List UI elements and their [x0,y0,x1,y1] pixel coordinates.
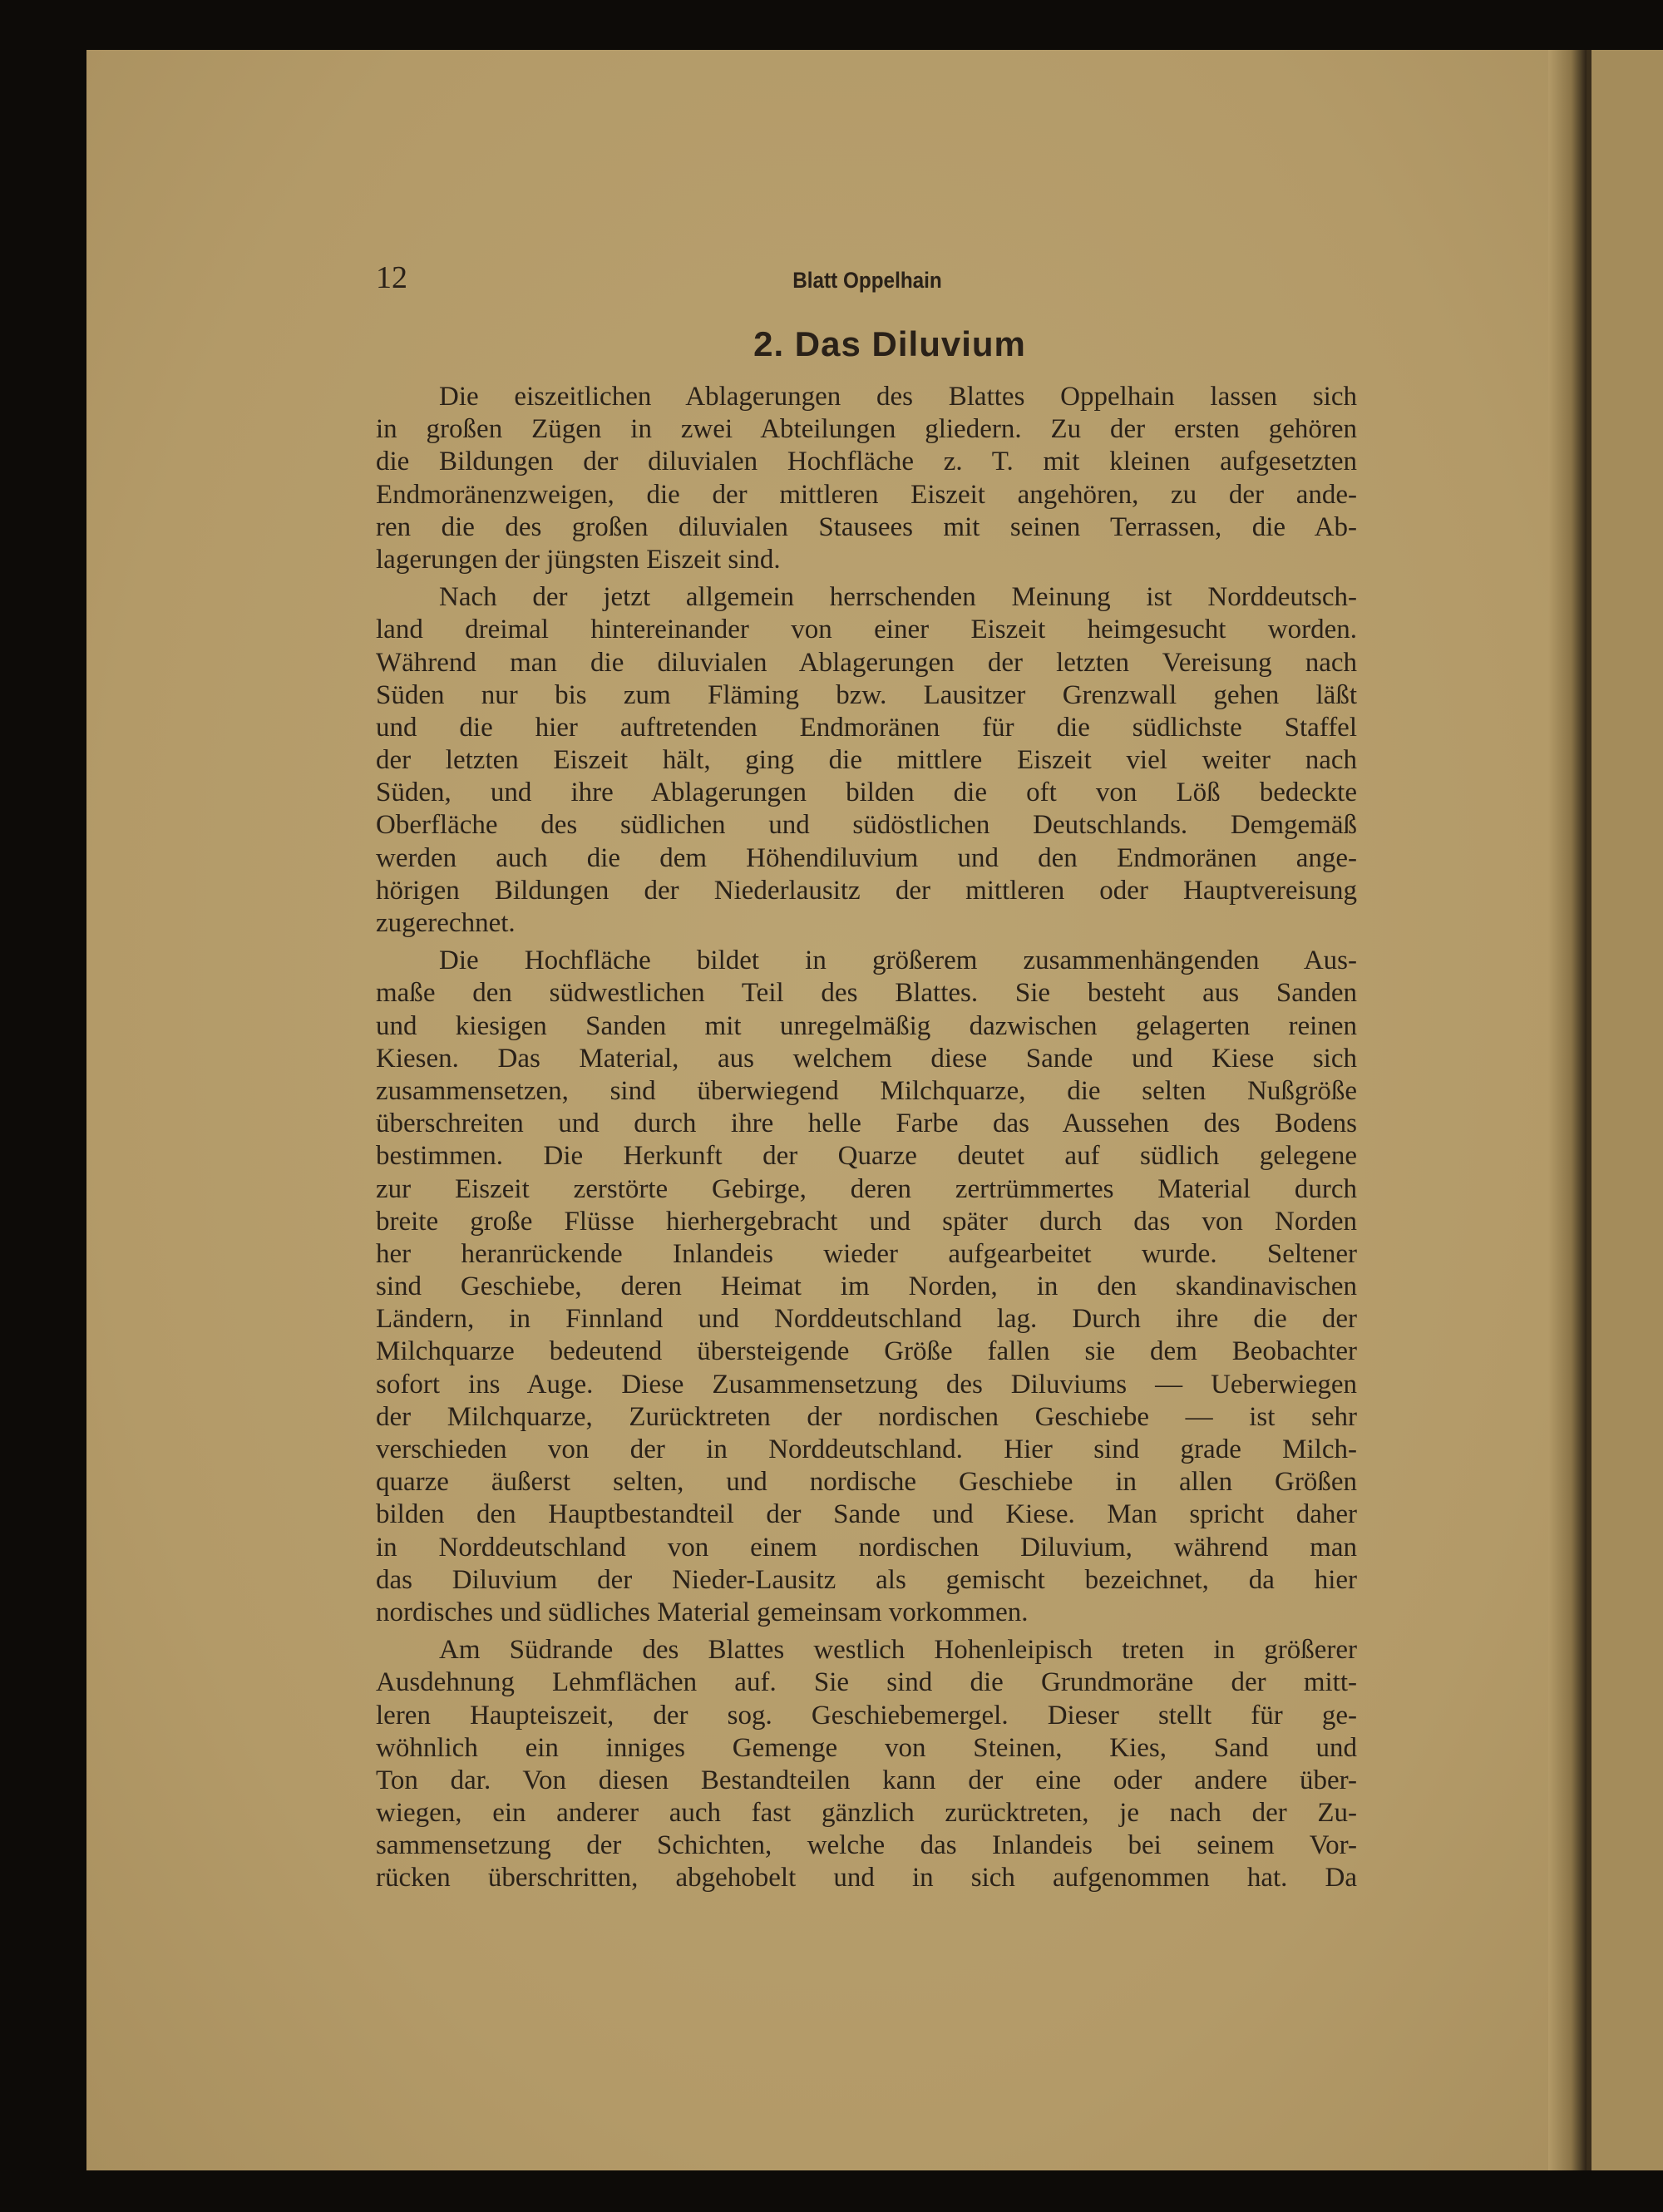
text-line: sofort ins Auge. Diese Zusammensetzung des Diluviums — Ueberwiegen [376,1369,1357,1400]
text-line: Die eiszeitlichen Ablagerungen des Blattes Oppelhain lassen sich [439,382,1357,412]
text-line: überschreiten und durch ihre helle Farbe das Aussehen des Bodens [376,1108,1357,1139]
text-line: hörigen Bildungen der Niederlausitz der mittleren oder Hauptvereisung [376,875,1357,906]
text-line: Oberfläche des südlichen und südöstlichen Deutschlands. Demgemäß [376,810,1357,841]
text-line: und die hier auftretenden Endmoränen für die südlichste Staffel [376,712,1357,743]
text-line: in Norddeutschland von einem nordischen Diluvium, während man [376,1532,1357,1563]
section-title: 2. Das Diluvium [753,324,1026,363]
text-line: Endmoränenzweigen, die der mittleren Eiszeit angehören, zu der ande- [376,479,1357,510]
text-line: die Bildungen der diluvialen Hochfläche z. T. mit kleinen aufgesetzten [376,447,1357,477]
paragraph [376,381,1357,576]
text-line: sind Geschiebe, deren Heimat im Norden, in den skandinavischen [376,1271,1357,1302]
text-line: zugerechnet. [376,908,516,938]
text-line: her heranrückende Inlandeis wieder aufgearbeitet wurde. Seltener [376,1238,1357,1269]
text-line: leren Haupteiszeit, der sog. Geschiebemergel. Dieser stellt für ge- [376,1700,1357,1731]
text-line: werden auch die dem Höhendiluvium und den Endmoränen ange- [376,842,1357,873]
text-line: der Milchquarze, Zurücktreten der nordischen Geschiebe — ist sehr [376,1401,1357,1432]
text-line: verschieden von der in Norddeutschland. Hier sind grade Milch- [376,1434,1357,1464]
text-line: quarze äußerst selten, und nordische Geschiebe in allen Größen [376,1467,1357,1498]
text-line: wöhnlich ein inniges Gemenge von Steinen, Kies, Sand und [376,1732,1357,1763]
text-line: Am Südrande des Blattes westlich Hohenleipisch treten in größerer [439,1635,1357,1666]
text-line: nordisches und südliches Material gemeinsam vorkommen. [376,1597,1029,1627]
text-line: wiegen, ein anderer auch fast gänzlich zurücktreten, je nach der Zu- [376,1798,1357,1829]
text-line: Milchquarze bedeutend übersteigende Größe fallen sie dem Beobachter [376,1336,1357,1367]
text-line: Kiesen. Das Material, aus welchem diese Sande und Kiese sich [376,1043,1357,1074]
text-line: der letzten Eiszeit hält, ging die mittlere Eiszeit viel weiter nach [376,745,1357,776]
text-line: zur Eiszeit zerstörte Gebirge, deren zertrümmertes Material durch [376,1173,1357,1204]
text-line: das Diluvium der Nieder-Lausitz als gemischt bezeichnet, da hier [376,1564,1357,1595]
page-gutter [1548,50,1587,2170]
text-line: sammensetzung der Schichten, welche das Inlandeis bei seinem Vor- [376,1830,1357,1861]
text-line: rücken überschritten, abgehobelt und in sich aufgenommen hat. Da [376,1863,1357,1894]
facing-page-edge [1587,50,1663,2170]
paragraph [376,1634,1357,1895]
text-line: Ländern, in Finnland und Norddeutschland lag. Durch ihre die der [376,1304,1357,1335]
text-line: maße den südwestlichen Teil des Blattes. Sie besteht aus Sanden [376,978,1357,1009]
text-line: bilden den Hauptbestandteil der Sande und Kiese. Man spricht daher [376,1499,1357,1530]
running-header: Blatt Oppelhain [792,268,942,293]
text-line: Nach der jetzt allgemein herrschenden Meinung ist Norddeutsch- [439,582,1357,613]
text-line: Ausdehnung Lehmflächen auf. Sie sind die Grundmoräne der mitt- [376,1667,1357,1698]
text-line: Süden, und ihre Ablagerungen bilden die oft von Löß bedeckte [376,778,1357,808]
paragraph [376,945,1357,1629]
text-line: Süden nur bis zum Fläming bzw. Lausitzer Grenzwall gehen läßt [376,679,1357,710]
text-line: zusammensetzen, sind überwiegend Milchquarze, die selten Nußgröße [376,1075,1357,1106]
text-line: und kiesigen Sanden mit unregelmäßig dazwischen gelagerten reinen [376,1010,1357,1041]
text-line: Während man die diluvialen Ablagerungen der letzten Vereisung nach [376,647,1357,678]
text-line: in großen Zügen in zwei Abteilungen gliedern. Zu der ersten gehören [376,414,1357,445]
text-line: Ton dar. Von diesen Bestandteilen kann der eine oder andere über- [376,1765,1357,1795]
text-line: ren die des großen diluvialen Stausees mit seinen Terrassen, die Ab- [376,511,1357,542]
text-line: breite große Flüsse hierhergebracht und später durch das von Norden [376,1206,1357,1237]
text-line: Die Hochfläche bildet in größerem zusammenhängenden Aus- [439,946,1357,976]
text-line: lagerungen der jüngsten Eiszeit sind. [376,544,781,575]
text-line: land dreimal hintereinander von einer Eiszeit heimgesucht worden. [376,615,1357,645]
body-text [376,381,1357,1900]
text-line: bestimmen. Die Herkunft der Quarze deutet auf südlich gelegene [376,1141,1357,1172]
page-number: 12 [376,260,407,295]
paragraph [376,581,1357,940]
